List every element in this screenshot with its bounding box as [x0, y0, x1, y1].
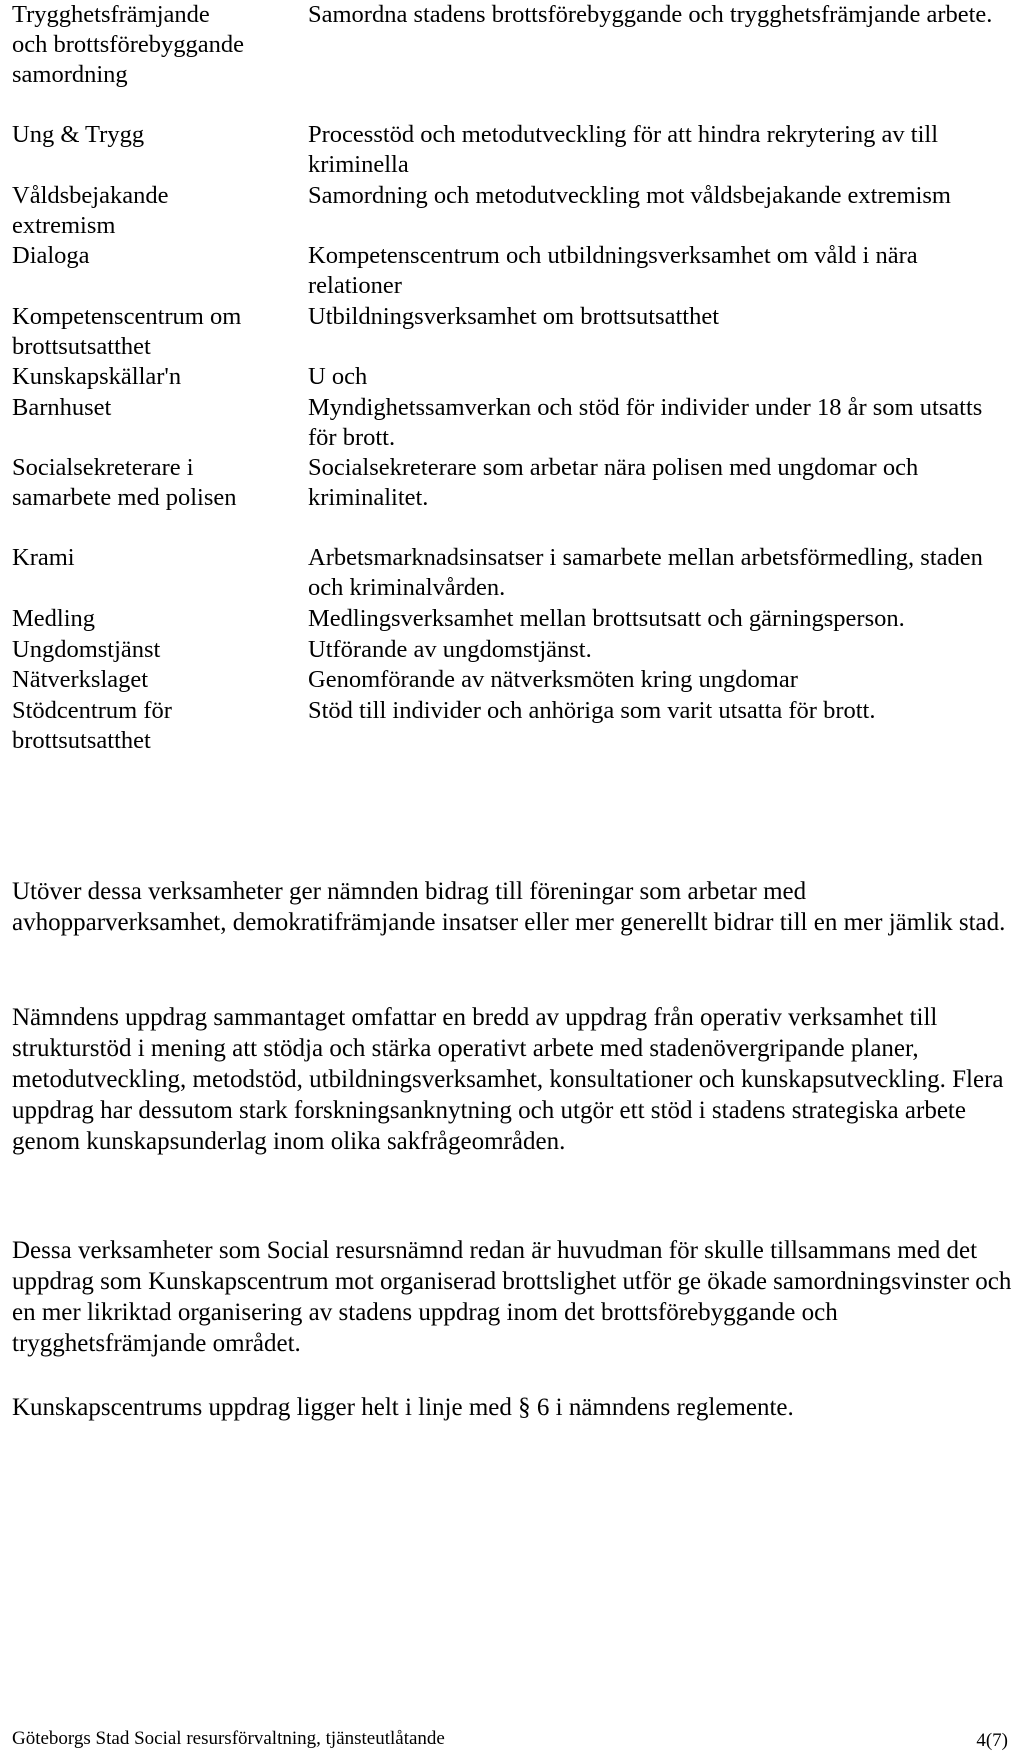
- activity-name: Våldsbejakande extremism: [12, 182, 169, 239]
- table-row: [12, 393, 1012, 453]
- activity-description: Arbetsmarknadsinsatser i samarbete mellan arbetsförmedling, staden och kriminalvården.: [308, 544, 983, 601]
- paragraph-contributions: Utöver dessa verksamheter ger nämnden bidrag till föreningar som arbetar med avhopparverksamhet, demokratifrämjande insatser eller mer generellt bidrar till en mer jämlik stad.: [12, 878, 1006, 936]
- activities-table: [12, 0, 1012, 756]
- table-row: [12, 302, 1012, 362]
- activity-name: Nätverkslaget: [12, 666, 149, 693]
- table-row: [12, 241, 1012, 302]
- activity-name: Ung & Trygg: [12, 121, 145, 148]
- table-row: [12, 0, 1012, 120]
- table-row: [12, 604, 1012, 635]
- activity-name: Ungdomstjänst: [12, 636, 161, 663]
- activity-name: Barnhuset: [12, 394, 112, 421]
- paragraph-mission-scope: Nämndens uppdrag sammantaget omfattar en bredd av uppdrag från operativ verksamhet till strukturstöd i mening att stödja och stärka operativt arbete med stadenövergripande planer, metodutveckling, metodstöd, utbildningsverksamhet, konsultationer och kunskapsutveckling. Flera uppdrag har dessutom stark forskningsanknytning och utgör ett stöd i stadens strategiska arbete genom kunskapsunderlag inom olika sakfrågeområden.: [12, 1004, 1004, 1155]
- activity-name: Krami: [12, 544, 75, 571]
- table-row: [12, 362, 1012, 393]
- activity-name: Dialoga: [12, 242, 90, 269]
- table-row: [12, 120, 1012, 181]
- activity-description: Samordna stadens brottsförebyggande och trygghetsfrämjande arbete.: [308, 1, 993, 28]
- paragraph-coordination-gains: Dessa verksamheter som Social resursnämnd redan är huvudman för skulle tillsammans med det uppdrag som Kunskapscentrum mot organiserad brottslighet utför ge ökade samordningsvinster och en mer likriktad organisering av stadens uppdrag inom det brottsförebyggande och trygghetsfrämjande området.: [12, 1237, 1012, 1357]
- activity-description: Processtöd och metodutveckling för att hindra rekrytering av till kriminella: [308, 121, 939, 178]
- activity-name: Medling: [12, 605, 96, 632]
- footer-text: Göteborgs Stad Social resursförvaltning, tjänsteutlåtande: [12, 1728, 445, 1749]
- activity-name: Kunskapskällar'n: [12, 363, 182, 390]
- activity-name: Trygghetsfrämjande och brottsförebyggande samordning: [12, 1, 244, 88]
- activity-description: Medlingsverksamhet mellan brottsutsatt och gärningsperson.: [308, 605, 905, 632]
- activity-name: Kompetenscentrum om brottsutsatthet: [12, 303, 242, 360]
- page-number: 4(7): [976, 1730, 1008, 1751]
- activity-description: Utförande av ungdomstjänst.: [308, 636, 592, 663]
- table-row: [12, 543, 1012, 604]
- activity-description: Genomförande av nätverksmöten kring ungdomar: [308, 666, 798, 693]
- activity-description: Utbildningsverksamhet om brottsutsatthet: [308, 303, 720, 330]
- activity-description: Stöd till individer och anhöriga som varit utsatta för brott.: [308, 697, 876, 724]
- table-row: [12, 696, 1012, 756]
- table-row: [12, 635, 1012, 665]
- activity-description: Myndighetssamverkan och stöd för individer under 18 år som utsatts för brott.: [308, 394, 983, 451]
- table-row: [12, 453, 1012, 543]
- activity-description: Socialsekreterare som arbetar nära polisen med ungdomar och kriminalitet.: [308, 454, 919, 511]
- table-row: [12, 665, 1012, 696]
- activity-description: U och: [308, 363, 368, 390]
- table-row: [12, 181, 1012, 241]
- activity-description: Kompetenscentrum och utbildningsverksamhet om våld i nära relationer: [308, 242, 918, 299]
- activity-name: Stödcentrum för brottsutsatthet: [12, 697, 172, 754]
- paragraph-regulation: Kunskapscentrums uppdrag ligger helt i linje med § 6 i nämndens reglemente.: [12, 1394, 794, 1421]
- activity-name: Socialsekreterare i samarbete med polisen: [12, 454, 237, 511]
- activity-description: Samordning och metodutveckling mot våldsbejakande extremism: [308, 182, 951, 209]
